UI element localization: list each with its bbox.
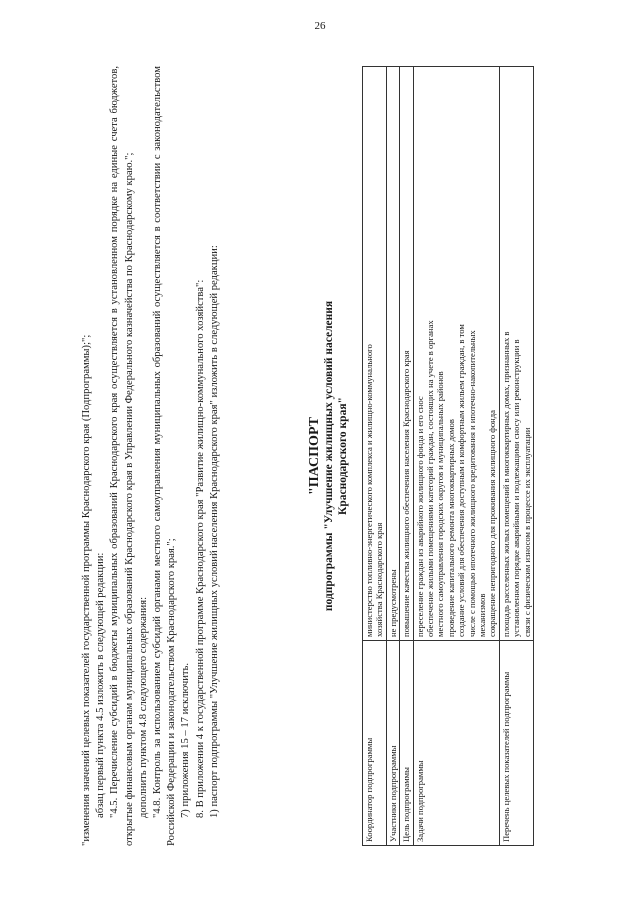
value-line: установленном порядке аварийными и подлежащими сносу или реконструкции в bbox=[511, 339, 522, 637]
row-label: Задачи подпрограммы bbox=[413, 641, 499, 846]
value-line: переселение граждан из аварийного жилищного фонда и его снос bbox=[414, 396, 425, 637]
table-row bbox=[400, 67, 413, 846]
paragraph: "4.5. Перечисление субсидий в бюджеты муниципальных образований Краснодарского края осуществляется в установленном порядке на единые счета бюджетов, открытые финансовым органам муниципальных образований Краснодарского края в Управлении Федерального казначейства по Краснодарскому краю."; bbox=[109, 66, 135, 846]
row-value bbox=[413, 67, 499, 641]
value-line: местного самоуправления городских округов и муниципальных районов bbox=[435, 371, 446, 637]
row-value bbox=[499, 67, 533, 641]
passport-title bbox=[308, 66, 350, 846]
row-label: Цель подпрограммы bbox=[400, 641, 413, 846]
row-label: Перечень целевых показателей подпрограммы bbox=[499, 641, 533, 846]
paragraph: дополнить пунктом 4.8 следующего содержания: bbox=[137, 596, 149, 818]
rotated-page-content bbox=[80, 66, 600, 846]
value-line: числе с помощью ипотечного жилищного кредитования и ипотечно-накопительных bbox=[466, 330, 477, 637]
row-value bbox=[386, 67, 399, 641]
value-line: повышение качества жилищного обеспечения населения Краснодарского края bbox=[401, 350, 412, 637]
value-line: обеспечение жилыми помещениями категорий граждан, состоящих на учете в органах bbox=[425, 320, 436, 637]
title-line: подпрограммы "Улучшение жилищных условий населения bbox=[323, 300, 335, 612]
value-line: механизмов bbox=[477, 593, 488, 637]
table-row bbox=[413, 67, 499, 846]
value-line: проведение капитального ремонта многоквартирных домов bbox=[445, 419, 456, 637]
page-number: 26 bbox=[314, 20, 326, 32]
value-line: создание условий для обеспечения доступным и комфортным жильем граждан, в том bbox=[456, 324, 467, 637]
paragraph: 8. В приложении 4 к государственной программе Краснодарского края "Развитие жилищно-коммунального хозяйства": bbox=[194, 279, 206, 818]
paragraph: "4.8. Контроль за использованием субсидий органами местного самоуправления муниципальных образований осуществляется в соответствии с законодательством Российской Федерации и законодательством Краснодарского края."; bbox=[152, 66, 178, 846]
row-value bbox=[363, 67, 387, 641]
paragraph: 1) паспорт подпрограммы "Улучшение жилищных условий населения Краснодарского края" изложить в следующей редакции: bbox=[208, 245, 220, 818]
title-line: "ПАСПОРТ bbox=[307, 416, 322, 496]
paragraph: абзац первый пункта 4.5 изложить в следующей редакции: bbox=[95, 552, 107, 818]
row-label: Участники подпрограммы bbox=[386, 641, 399, 846]
table-row bbox=[363, 67, 387, 846]
row-label: Координатор подпрограммы bbox=[363, 641, 387, 846]
table-row bbox=[499, 67, 533, 846]
title-line: Краснодарского края" bbox=[337, 397, 349, 515]
value-line: связи с физическим износом в процессе их эксплуатации bbox=[521, 427, 532, 637]
passport-table bbox=[362, 66, 534, 846]
paragraph: 7) приложения 15 – 17 исключить. bbox=[180, 662, 192, 818]
value-line: сокращение непригодного для проживания жилищного фонда bbox=[487, 410, 498, 637]
value-line: министерство топливно-энергетического комплекса и жилищно-коммунального bbox=[364, 344, 374, 637]
value-line: площадь расселенных жилых помещений в многоквартирных домах, признанных в bbox=[500, 331, 511, 637]
value-line: хозяйства Краснодарского края bbox=[374, 522, 385, 637]
table-row bbox=[386, 67, 399, 846]
row-value bbox=[400, 67, 413, 641]
paragraph: "изменения значений целевых показателей государственной программы Краснодарского края (Подпрограммы);"; bbox=[81, 334, 92, 846]
body-text bbox=[80, 66, 222, 846]
value-line: не предусмотрены bbox=[387, 569, 398, 637]
